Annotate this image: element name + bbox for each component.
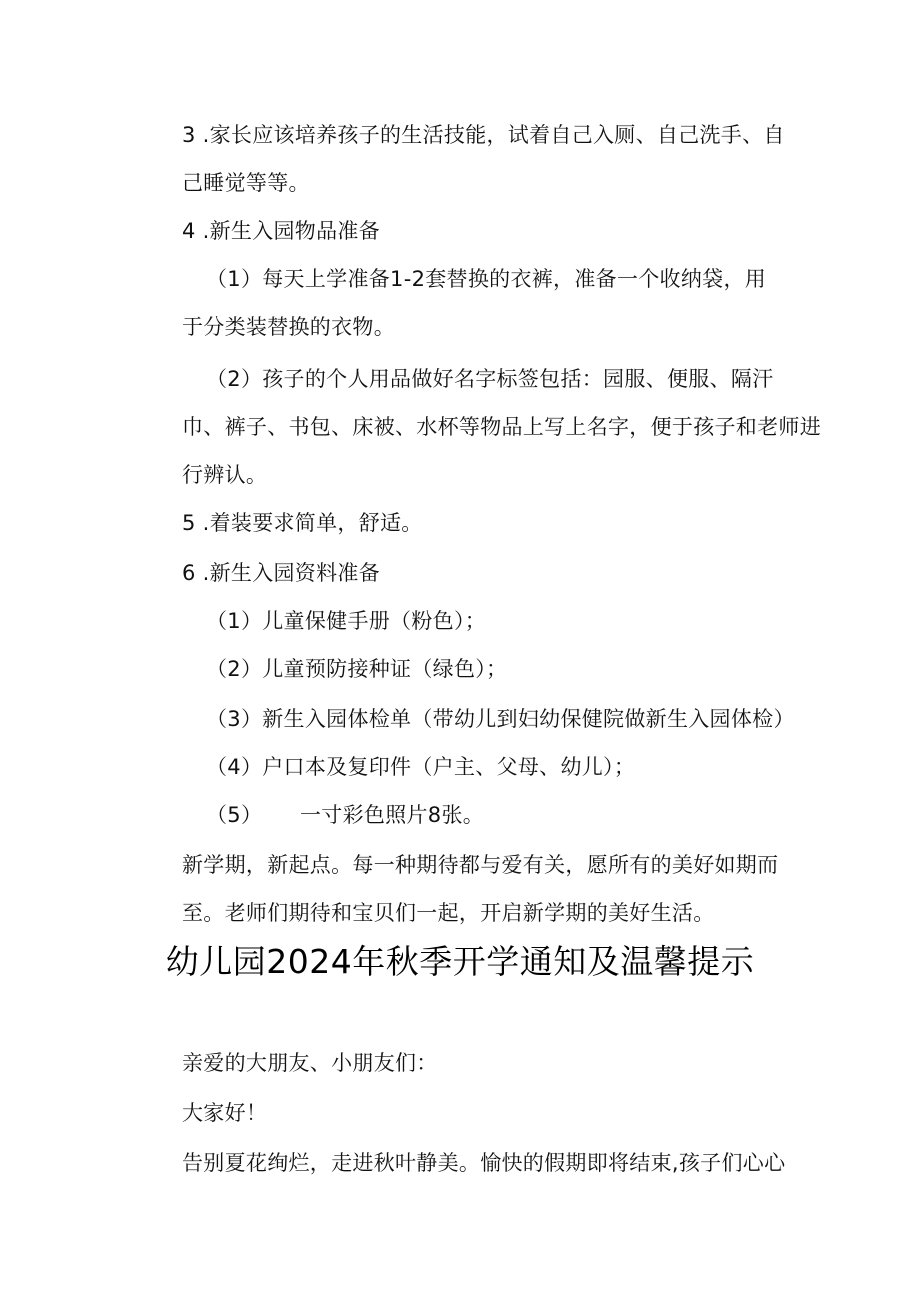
item5: 5 .着装要求简单，舒适。 — [182, 511, 423, 535]
notice-title: 幼儿园2024年秋季开学通知及温馨提示 — [165, 942, 755, 981]
item4-sub2-line2: 巾、裤子、书包、床被、水杯等物品上写上名字，便于孩子和老师进 — [182, 415, 821, 439]
item6-heading: 6 .新生入园资料准备 — [182, 561, 381, 585]
item4-sub2-line1: （2）孩子的个人用品做好名字标签包括：园服、便服、隔汗 — [206, 367, 774, 391]
item6-sub5-text: 一寸彩色照片8张。 — [300, 803, 485, 827]
item6-sub4: （4）户口本及复印件（户主、父母、幼儿）； — [206, 755, 636, 779]
item6-sub2: （2）儿童预防接种证（绿色）； — [206, 657, 508, 681]
item4-sub1-line1: （1）每天上学准备1-2套替换的衣裤，准备一个收纳袋，用 — [206, 267, 767, 291]
item6-sub5-number: （5） — [206, 803, 263, 827]
closing-line1: 新学期，新起点。每一种期待都与爱有关，愿所有的美好如期而 — [182, 853, 779, 877]
greeting: 大家好！ — [182, 1101, 268, 1125]
item4-heading: 4 .新生入园物品准备 — [182, 219, 381, 243]
body-line1: 告别夏花绚烂，走进秋叶静美。愉快的假期即将结束,孩子们心心 — [182, 1151, 786, 1175]
item4-sub2-line3: 行辨认。 — [182, 463, 268, 487]
item4-sub1-line2: 于分类装替换的衣物。 — [182, 315, 395, 339]
item6-sub3: （3）新生入园体检单（带幼儿到妇幼保健院做新生入园体检） — [206, 707, 795, 731]
item3-line1: 3 .家长应该培养孩子的生活技能，试着自己入厕、自己洗手、自 — [182, 123, 785, 147]
item6-sub1: （1）儿童保健手册（粉色）； — [206, 609, 487, 633]
closing-line2: 至。老师们期待和宝贝们一起，开启新学期的美好生活。 — [182, 901, 715, 925]
item3-line2: 己睡觉等等。 — [182, 171, 310, 195]
salutation: 亲爱的大朋友、小朋友们： — [182, 1051, 438, 1075]
